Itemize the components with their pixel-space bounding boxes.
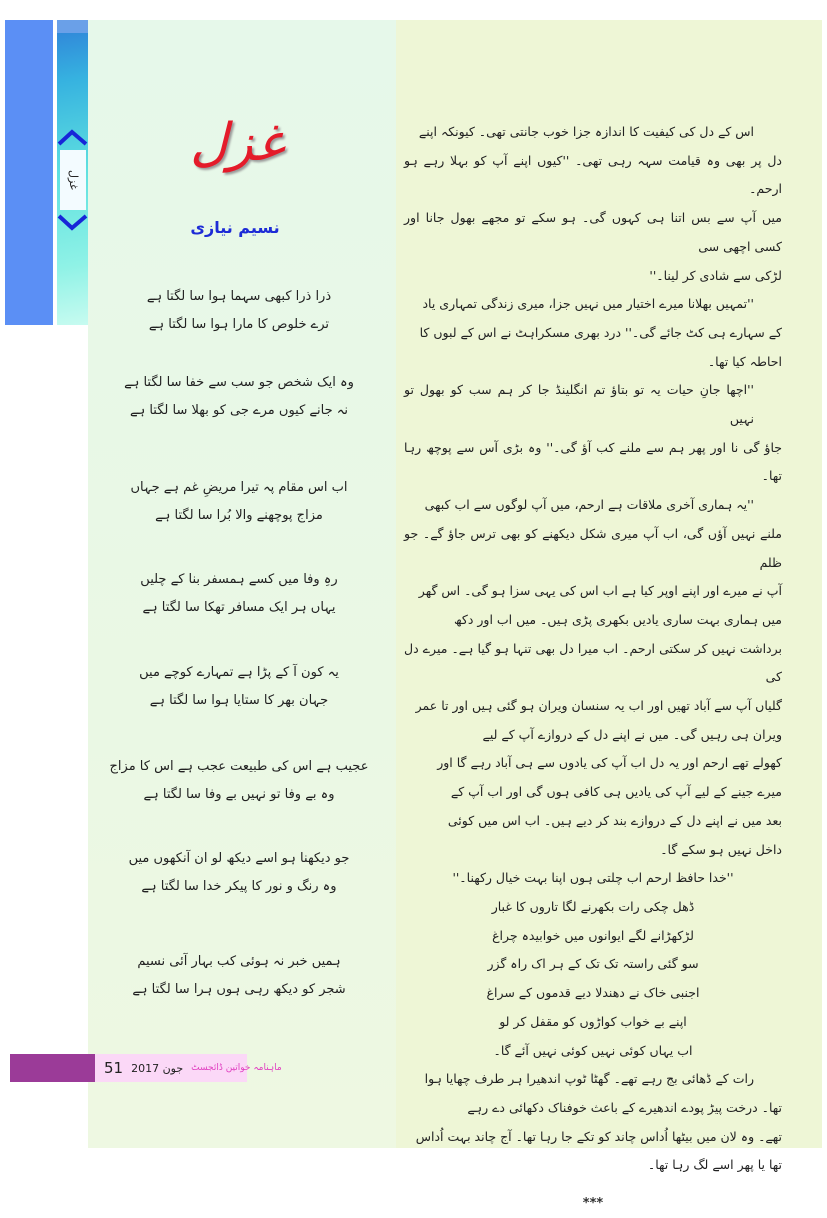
end-mark: *** [582,1196,604,1212]
couplet [104,845,374,901]
text-line: برداشت نہیں کر سکتی ارحم۔ اب میرا دل بھی تنہا ہو گیا ہے۔ میرے دل کی [404,640,782,685]
quoted-verse-line: اجنبی خاک نے دھندلا دیے قدموں کے سراغ [486,985,700,1001]
verse-line: عجیب ہے اس کی طبیعت عجب ہے اس کا مزاج [109,759,369,774]
text-line: میں آپ سے بس اتنا ہی کہوں گی۔ ہو سکے تو مجھے بھول جانا اور کسی اچھی سی [404,210,782,254]
poem-title: غزل [190,113,284,173]
side-blue-bar [5,20,53,325]
text-line: تھا۔ درخت پیڑ پودے اندھیرے کے باعث خوفناک دکھائی دے رہے [467,1099,782,1115]
couplet [104,948,374,1004]
strip-top-band [57,20,88,33]
text-line: آپ نے میرے اور اپنے اوپر کیا ہے اب اس کی یہی سزا ہو گی۔ اس گھر [418,583,782,599]
couplet [104,369,374,425]
poem-author: نسیم نیازی [190,218,280,237]
text-line: جاؤ گی نا اور پھر ہم سے ملنے کب آؤ گی۔'' وہ بڑی آس سے پوچھ رہا تھا۔ [404,439,782,484]
verse-line: ذرا ذرا کبھی سہما ہوا سا لگتا ہے [146,289,332,304]
section-tab-label: غزل [60,150,86,210]
couplet [104,566,374,622]
text-line: احاطہ کیا تھا۔ [707,353,782,369]
footer-bar [10,1054,95,1082]
text-line: رات کے ڈھائی بج رہے تھے۔ گھٹا ٹوپ اندھیرا ہر طرف چھایا ہوا [424,1071,754,1087]
verse-line: یہاں ہر ایک مسافر تھکا سا لگتا ہے [142,600,336,615]
verse-line: وہ رنگ و نور کا پیکر خدا سا لگتا ہے [141,879,337,894]
couplet [104,659,374,715]
verse-line: یہ کون آ کے پڑا ہے تمہارے کوچے میں [139,665,339,680]
text-line: لڑکی سے شادی کر لینا۔'' [649,267,782,283]
text-line: تھے۔ وہ لان میں بیٹھا اُداس چاند کو تکے جا رہا تھا۔ آج چاند بہت اُداس [415,1128,782,1144]
story-text [404,118,782,1218]
text-line: ''خدا حافظ ارحم اب چلتی ہوں اپنا بہت خیال رکھنا۔'' [452,870,734,886]
text-line: میرے جینے کے لیے آپ کی یادیں ہی کافی ہوں گی اور اب آپ کے [450,784,782,800]
text-line: میں ہماری بہت ساری یادیں بکھری پڑی ہیں۔ میں اب اور دکھ [453,611,782,627]
verse-line: وہ بے وفا تو نہیں بے وفا سا لگتا ہے [143,787,335,802]
verse-line: وہ ایک شخص جو سب سے خفا سا لگتا ہے [124,375,354,390]
verse-line: رہِ وفا میں کسے ہمسفر بنا کے چلیں [140,572,338,587]
text-line: دل پر بھی وہ قیامت سہہ رہی تھی۔ ''کیوں اپنے آپ کو بہلا رہے ہو ارحم۔ [404,152,782,197]
text-line: اس کے دل کی کیفیت کا اندازہ جزا خوب جانتی تھی۔ کیونکہ اپنے [418,124,754,139]
quoted-verse-line: ڈھل چکی رات بکھرنے لگا تاروں کا غبار [491,898,695,914]
quoted-verse-line: لڑکھڑانے لگے ایوانوں میں خوابیدہ چراغ [492,927,694,943]
text-line: ''تمہیں بھلانا میرے اختیار میں نہیں جزا، میری زندگی تمہاری یاد [422,296,754,312]
text-line: ''اچھا جانِ حیات یہ تو بتاؤ تم انگلینڈ جا کر ہم سب کو بھول تو نہیں [404,382,754,427]
couplet [104,753,374,809]
verse-line: جو دیکھنا ہو اسے دیکھ لو ان آنکھوں میں [128,851,350,866]
verse-line: ترے خلوص کا مارا ہوا سا لگتا ہے [148,317,330,332]
couplet [104,474,374,530]
text-line: کھولے تھے ارحم اور یہ دل اب آپ کی یادوں سے ہی آباد رہے گا اور [437,755,782,771]
verse-line: ہمیں خبر نہ ہوئی کب بہار آئی نسیم [137,954,341,969]
text-line: داخل نہیں ہو سکے گا۔ [660,841,782,857]
text-line: کے سہارے ہی کٹ جائے گی۔'' درد بھری مسکراہٹ نے اس کے لبوں کا [419,324,782,340]
text-line: ''یہ ہماری آخری ملاقات ہے ارحم، میں آپ لوگوں سے اب کبھی [424,497,754,513]
verse-line: مزاج پوچھنے والا بُرا سا لگتا ہے [155,508,323,523]
footer-label [104,1054,282,1082]
verse-line: اب اس مقام پہ تیرا مریضِ غم ہے جہاں [130,480,348,495]
verse-line: شجر کو دیکھ رہی ہوں ہرا سا لگتا ہے [132,982,346,997]
text-line: ویران ہی رہیں گی۔ میں نے اپنے دل کے دروازے آپ کے لیے [482,726,782,742]
couplet [104,283,374,339]
issue-date: جون 2017 [131,1061,184,1075]
text-line: گلیاں آپ سے آباد تھیں اور اب یہ سنسان ویران ہو گئی ہیں اور تا عمر [415,698,782,714]
text-line: بعد میں نے اپنے دل کے دروازے بند کر دیے ہیں۔ اب اس میں کوئی [447,812,782,828]
quoted-verse-line: اپنے بے خواب کواڑوں کو مقفل کر لو [499,1013,687,1029]
verse-line: نہ جانے کیوں مرے جی کو بھلا سا لگتا ہے [129,403,349,418]
text-line: ملنے نہیں آؤں گی، اب آپ میری شکل دیکھنے کو بھی ترس جاؤ گے۔ جو ظلم [404,525,782,570]
quoted-verse-line: سو گئی راستہ تک تک کے ہر اک راہ گزر [487,956,699,972]
verse-line: جہان بھر کا ستایا ہوا سا لگتا ہے [149,693,329,708]
text-line: تھا یا پھر اسے لگ رہا تھا۔ [647,1157,782,1173]
page-number: 51 [104,1059,124,1077]
quoted-verse-line: اب یہاں کوئی نہیں کوئی نہیں آئے گا۔ [493,1042,693,1058]
magazine-name: ماہنامہ خواتین ڈائجسٹ [191,1063,282,1073]
